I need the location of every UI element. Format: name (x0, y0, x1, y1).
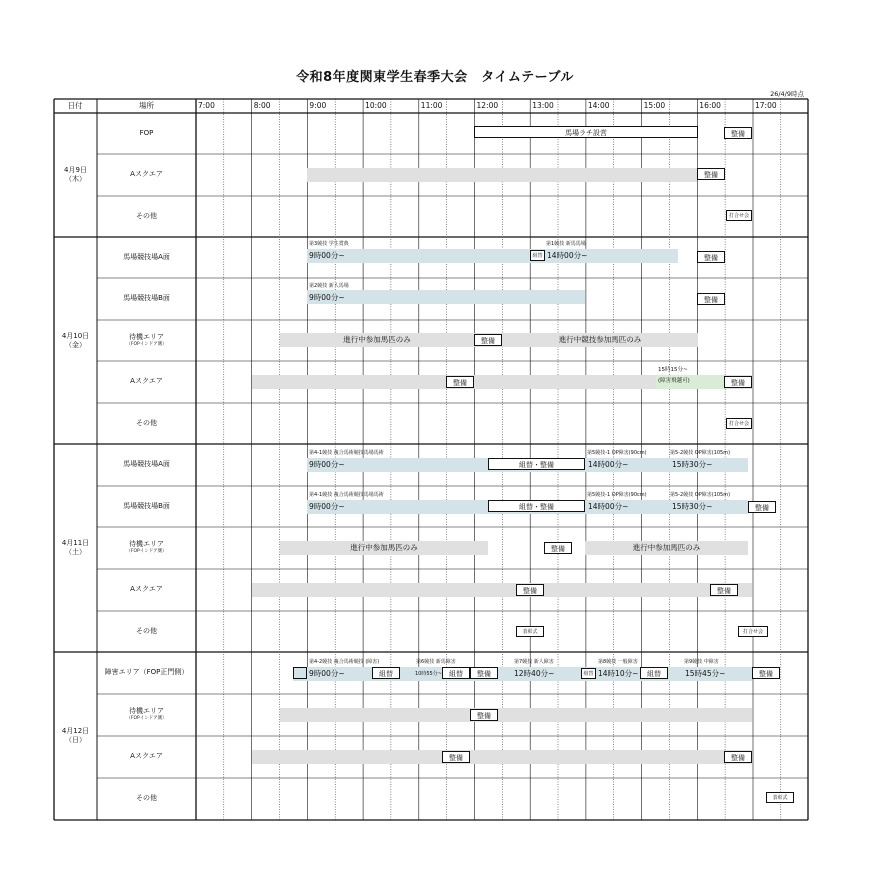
event-seibi: 整備 (724, 376, 752, 388)
bar-gray (280, 708, 752, 722)
event-seibi: 整備 (442, 751, 470, 763)
location-name: Aスクエア (130, 752, 163, 760)
location-name: その他 (136, 626, 157, 635)
location-cell (97, 129, 196, 138)
event-kumikae: 組替 (372, 667, 400, 679)
event-hyoshoshiki: 表彰式 (516, 626, 544, 637)
bar-gray (307, 168, 697, 182)
location-cell (97, 377, 196, 386)
bar-label: 進行中参加馬匹のみ (343, 335, 411, 344)
competition-caption: 第7競技 新人障害 (514, 659, 554, 665)
location-cell (97, 668, 196, 677)
event-seibi: 整備 (748, 501, 776, 513)
location-name: 馬場競技場A面 (123, 252, 170, 261)
location-cell (97, 419, 196, 428)
event-kumikae: 組替 (640, 667, 668, 679)
location-cell (97, 170, 196, 179)
competition-time: 9時00分~ (309, 293, 345, 302)
location-name: 馬場競技場B面 (123, 294, 170, 302)
competition-time: 9時00分~ (309, 502, 345, 511)
location-name: 馬場競技場B面 (123, 501, 170, 510)
location-cell (97, 752, 196, 761)
time-header-cell: 16:00 (699, 101, 721, 110)
competition-time: 14時10分~ (598, 669, 639, 678)
competition-caption: 第5-2競技 OP障害(105m) (670, 492, 731, 498)
location-cell (97, 502, 196, 511)
competition-time: 15時30分~ (672, 460, 713, 469)
event-seibi: 整備 (470, 709, 498, 721)
time-header-cell: 17:00 (755, 101, 777, 110)
competition-time: 12時40分~ (514, 669, 555, 678)
event-uchiawase: 打合せ会 (738, 626, 768, 637)
bar-label: 進行中参加馬匹のみ (350, 543, 418, 552)
location-cell (97, 585, 196, 594)
time-header-cell: 7:00 (198, 101, 215, 110)
event-seibi: 整備 (724, 751, 752, 763)
location-cell (97, 707, 196, 722)
event-seibi: 整備 (697, 251, 725, 263)
location-name: FOP (139, 128, 154, 137)
header-place: 場所 (139, 101, 154, 110)
competition-caption: 第9競技 中障害 (684, 659, 719, 665)
location-name: その他 (136, 794, 157, 802)
event-seibi: 整備 (697, 168, 725, 180)
location-subname: （FOPインドア側） (126, 341, 167, 347)
event-seibi: 整備 (470, 667, 498, 679)
bar-gray (252, 583, 752, 597)
competition-caption: 第5競技-1 OP障害(90cm) (587, 450, 647, 456)
competition-time: 15時15分~ (658, 367, 688, 373)
event-seibi: 整備 (446, 376, 474, 388)
event-seibi: 整備 (752, 667, 780, 679)
location-cell (97, 794, 196, 803)
location-subname: （FOPインドア側） (126, 549, 167, 554)
location-name: 待機エリア (129, 540, 164, 548)
location-name: 待機エリア (129, 707, 164, 715)
location-cell (97, 253, 196, 262)
competition-caption: 第4-2競技 複合馬術競技 (障害) (309, 659, 380, 665)
location-cell (97, 627, 196, 636)
competition-time: 9時00分~ (309, 669, 345, 678)
event-seibi: 整備 (710, 584, 738, 596)
time-header-cell: 14:00 (587, 101, 610, 110)
location-cell (97, 540, 196, 555)
bar-gray (252, 750, 752, 764)
time-header-cell: 13:00 (532, 101, 554, 110)
bar-competition (307, 249, 678, 263)
event-kumikae: 組替 (442, 667, 470, 679)
competition-time: 9時00分~ (309, 460, 345, 469)
event-kumikae: 組替 (530, 250, 545, 261)
location-cell (97, 212, 196, 221)
event-uchiawase: 打合せ会 (726, 418, 752, 429)
time-header-cell: 8:00 (253, 101, 271, 110)
location-name: その他 (136, 418, 157, 427)
event-kumikae-seibi: 組替・整備 (488, 458, 585, 470)
time-header-cell: 10:00 (365, 101, 387, 110)
event-seibi: 整備 (724, 127, 752, 139)
time-header-cell: 15:00 (643, 101, 666, 110)
event-block (293, 667, 307, 679)
competition-caption: 第8競技 一般障害 (598, 659, 638, 665)
location-cell (97, 333, 196, 348)
date-cell: 4月10日 （金） (61, 331, 90, 349)
event-baba-setup: 馬場ラチ設営 (474, 126, 698, 138)
event-kumikae-seibi: 組替・整備 (488, 500, 585, 512)
location-subname: （FOPインドア側） (126, 716, 167, 721)
competition-caption: 第1競技 新馬馬場 (546, 241, 586, 247)
event-seibi: 整備 (544, 542, 572, 554)
location-name: Aスクエア (130, 170, 163, 178)
competition-time: 9時00分~ (309, 251, 345, 260)
date-cell: 4月12日 （日） (61, 727, 90, 744)
event-uchiawase: 打合せ会 (726, 210, 752, 221)
event-kumikae: 組替 (581, 668, 596, 679)
location-cell (97, 460, 196, 469)
as-of-date: 26/4/9時点 (770, 90, 804, 98)
competition-caption: 第5競技-1 OP障害(90cm) (587, 492, 647, 498)
location-name: Aスクエア (130, 585, 163, 593)
competition-time: 14時00分~ (588, 460, 629, 469)
competition-time: 10時55分~ (415, 671, 442, 677)
location-name: その他 (136, 211, 157, 220)
competition-caption: 第6競技 新馬障害 (416, 659, 456, 665)
event-seibi: 整備 (697, 293, 725, 305)
competition-caption: 第2競技 新人馬場 (309, 283, 349, 289)
event-seibi: 整備 (516, 584, 544, 596)
location-name: 障害エリア（FOP正門側） (104, 668, 189, 676)
date-cell: 4月11日 （土） (61, 539, 90, 556)
competition-note: (障害飛越可) (658, 378, 690, 384)
location-name: Aスクエア (130, 377, 163, 385)
time-header-cell: 12:00 (476, 101, 499, 110)
location-name: 馬場競技場A面 (123, 460, 170, 468)
bar-label: 進行中参加馬匹のみ (632, 543, 701, 552)
competition-time: 15時45分~ (685, 669, 726, 678)
competition-caption: 第4-1競技 複合馬術競技馬場馬術 (309, 492, 384, 498)
bar-label: 進行中競技参加馬匹のみ (558, 335, 642, 344)
location-cell (97, 294, 196, 303)
date-cell: 4月9日 （木） (64, 166, 87, 183)
header-date: 日付 (67, 101, 83, 110)
competition-time: 14時00分~ (588, 502, 629, 511)
time-header-cell: 9:00 (309, 101, 327, 110)
event-hyoshoshiki: 表彰式 (766, 792, 794, 803)
competition-caption: 第3競技 学生賞典 (309, 241, 349, 247)
location-name: 待機エリア (129, 332, 164, 341)
event-seibi: 整備 (474, 334, 502, 346)
competition-time: 15時30分~ (672, 502, 713, 511)
competition-caption: 第5-2競技 OP障害(105m) (670, 450, 731, 456)
competition-time: 14時00分~ (547, 251, 588, 260)
time-header-cell: 11:00 (420, 101, 443, 110)
bar-competition (307, 290, 585, 304)
competition-caption: 第4-1競技 複合馬術競技馬場馬術 (309, 450, 384, 456)
page-title: 令和8年度関東学生春季大会 タイムテーブル (296, 70, 574, 85)
